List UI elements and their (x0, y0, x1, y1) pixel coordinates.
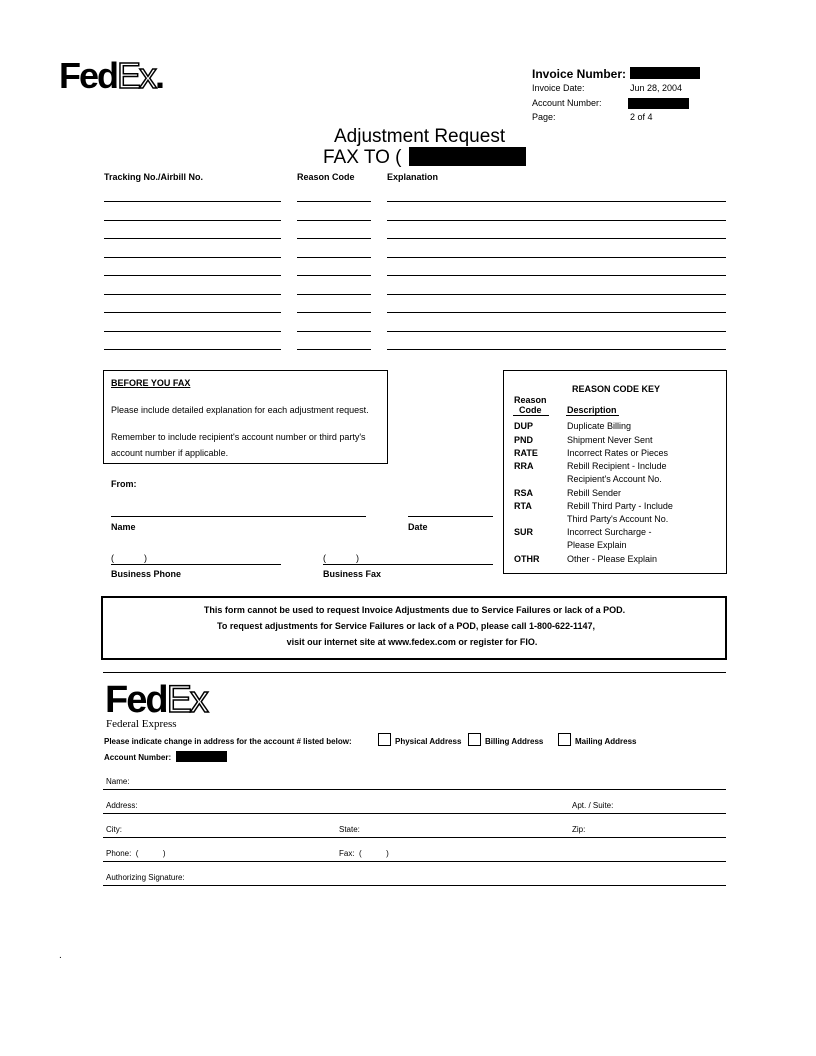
reason-line[interactable] (297, 238, 371, 239)
reason-desc-cont: Third Party's Account No. (567, 514, 669, 524)
physical-address-checkbox[interactable] (378, 733, 391, 746)
explanation-line[interactable] (387, 257, 726, 258)
reason-line[interactable] (297, 312, 371, 313)
before-you-fax-p2-line2: account number if applicable. (111, 448, 229, 458)
city-field-label: City: (106, 825, 122, 834)
account-number-redacted-2 (176, 751, 227, 762)
reason-desc: Duplicate Billing (567, 421, 632, 431)
business-fax-label: Business Fax (323, 569, 382, 579)
from-label: From: (111, 479, 137, 489)
reason-line[interactable] (297, 331, 371, 332)
explanation-line[interactable] (387, 349, 726, 350)
before-you-fax-p2-line1: Remember to include recipient's account number or third party's (111, 432, 366, 442)
phone-field-line[interactable] (103, 861, 726, 862)
reason-desc: Incorrect Rates or Pieces (567, 448, 669, 458)
reason-desc: Other - Please Explain (567, 554, 658, 564)
reason-line[interactable] (297, 294, 371, 295)
fax-field-label: Fax: ( ) (339, 849, 389, 858)
notice-line3: visit our internet site at www.fedex.com or register for FIO. (286, 637, 538, 647)
col-explanation: Explanation (387, 172, 439, 182)
business-phone-paren: ( ) (111, 553, 147, 563)
business-fax-line[interactable] (323, 564, 493, 565)
tracking-line[interactable] (104, 275, 281, 276)
reason-line[interactable] (297, 257, 371, 258)
notice-line1: This form cannot be used to request Invoice Adjustments due to Service Failures or lack of a POD. (203, 605, 626, 615)
reason-desc: Incorrect Surcharge - (567, 527, 652, 537)
footer-mark: . (59, 950, 62, 961)
notice-line2: To request adjustments for Service Failures or lack of a POD, please call 1-800-622-1147, (217, 621, 595, 631)
reason-code-key-title: REASON CODE KEY (572, 384, 661, 394)
explanation-line[interactable] (387, 220, 726, 221)
tracking-line[interactable] (104, 201, 281, 202)
tracking-line[interactable] (104, 331, 281, 332)
reason-code: DUP (514, 421, 534, 431)
invoice-date-label: Invoice Date: (532, 83, 585, 93)
name-field-label: Name: (106, 777, 130, 786)
reason-desc: Shipment Never Sent (567, 435, 653, 445)
zip-field-label: Zip: (572, 825, 586, 834)
signature-field-line[interactable] (103, 885, 726, 886)
explanation-line[interactable] (387, 294, 726, 295)
reason-line[interactable] (297, 275, 371, 276)
business-fax-paren: ( ) (323, 553, 359, 563)
reason-code: OTHR (514, 554, 540, 564)
page-label: Page: (532, 112, 556, 122)
address-field-line[interactable] (103, 813, 726, 814)
date-line[interactable] (408, 516, 493, 517)
account-number-redacted (628, 98, 689, 109)
tracking-line[interactable] (104, 312, 281, 313)
apt-field-label: Apt. / Suite: (572, 801, 614, 810)
explanation-line[interactable] (387, 201, 726, 202)
invoice-number-label: Invoice Number: (532, 67, 627, 81)
reason-line[interactable] (297, 349, 371, 350)
before-you-fax-p1: Please include detailed explanation for each adjustment request. (111, 405, 369, 415)
fax-number-redacted (409, 147, 526, 166)
name-label: Name (111, 522, 136, 532)
reason-code: RSA (514, 488, 534, 498)
phone-field-label: Phone: ( ) (106, 849, 166, 858)
explanation-line[interactable] (387, 275, 726, 276)
page-value: 2 of 4 (630, 112, 653, 122)
name-field-line[interactable] (103, 789, 726, 790)
city-field-line[interactable] (103, 837, 726, 838)
address-change-instruction: Please indicate change in address for the account # listed below: (104, 737, 352, 746)
fedex-federal-express-logo (105, 680, 207, 720)
physical-address-label: Physical Address (395, 737, 462, 746)
explanation-line[interactable] (387, 312, 726, 313)
page-title: Adjustment Request (334, 126, 506, 147)
reason-desc-cont: Please Explain (567, 540, 627, 550)
explanation-line[interactable] (387, 331, 726, 332)
invoice-date-value: Jun 28, 2004 (630, 83, 683, 93)
reason-desc: Rebill Sender (567, 488, 622, 498)
logo-fed: Fed (105, 679, 167, 721)
col-tracking: Tracking No./Airbill No. (104, 172, 204, 182)
reason-col-header-2: Code (519, 405, 542, 415)
tracking-line[interactable] (104, 294, 281, 295)
description-col-underline (566, 415, 619, 416)
reason-code: RTA (514, 501, 532, 511)
address-field-label: Address: (106, 801, 138, 810)
tracking-line[interactable] (104, 349, 281, 350)
reason-line[interactable] (297, 201, 371, 202)
col-reason: Reason Code (297, 172, 355, 182)
mailing-address-checkbox[interactable] (558, 733, 571, 746)
business-phone-line[interactable] (111, 564, 281, 565)
before-you-fax-heading: BEFORE YOU FAX (111, 378, 191, 388)
signature-field-label: Authorizing Signature: (106, 873, 185, 882)
fedex-logo (59, 56, 163, 96)
tracking-line[interactable] (104, 220, 281, 221)
account-number-label-2: Account Number: (104, 753, 172, 762)
logo-fed: Fed (59, 55, 118, 96)
logo-ex: Ex (166, 679, 207, 721)
reason-desc: Rebill Third Party - Include (567, 501, 673, 511)
logo-ex: Ex (117, 55, 156, 96)
reason-code: RATE (514, 448, 538, 458)
section-divider (103, 672, 726, 673)
state-field-label: State: (339, 825, 360, 834)
reason-desc: Rebill Recipient - Include (567, 461, 667, 471)
reason-line[interactable] (297, 220, 371, 221)
tracking-line[interactable] (104, 257, 281, 258)
explanation-line[interactable] (387, 238, 726, 239)
name-line[interactable] (111, 516, 366, 517)
logo-dot: . (155, 55, 164, 96)
account-number-label: Account Number: (532, 98, 602, 108)
invoice-number-redacted (630, 67, 700, 79)
reason-code: RRA (514, 461, 534, 471)
reason-desc-cont: Recipient's Account No. (567, 474, 662, 484)
date-label: Date (408, 522, 428, 532)
reason-code: PND (514, 435, 534, 445)
federal-express-caption: Federal Express (106, 718, 177, 730)
fax-to-title: FAX TO ( (323, 147, 402, 168)
reason-col-underline (513, 415, 549, 416)
billing-address-label: Billing Address (485, 737, 544, 746)
business-phone-label: Business Phone (111, 569, 182, 579)
reason-col-header-1: Reason (514, 395, 547, 405)
reason-code: SUR (514, 527, 534, 537)
mailing-address-label: Mailing Address (575, 737, 637, 746)
tracking-line[interactable] (104, 238, 281, 239)
description-col-header: Description (567, 405, 617, 415)
billing-address-checkbox[interactable] (468, 733, 481, 746)
